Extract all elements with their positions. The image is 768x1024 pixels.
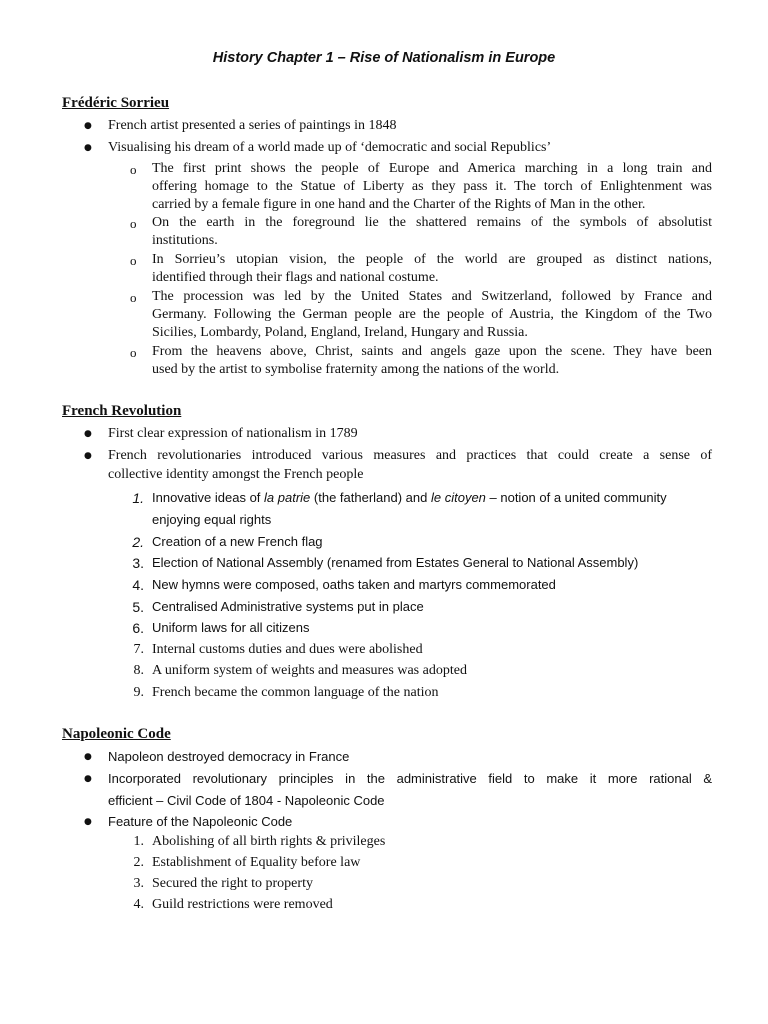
sub-item-line: offering homage to the Statue of Liberty as they pass it. The torch of Enlightenment was	[152, 179, 712, 194]
list-number: 5.	[132, 599, 144, 615]
bullet-icon: ●	[84, 429, 92, 439]
numbered-item: Establishment of Equality before law	[152, 855, 361, 870]
italic-term: la patrie	[264, 490, 311, 505]
list-number: 4.	[132, 577, 144, 593]
page-title: History Chapter 1 – Rise of Nationalism in Europe	[212, 50, 556, 66]
sub-item-line: The first print shows the people of Europe and America marching in a long train and	[152, 161, 712, 176]
list-number: 2.	[133, 855, 144, 870]
numbered-item: Internal customs duties and dues were abolished	[152, 642, 423, 657]
list-item: Feature of the Napoleonic Code	[108, 814, 293, 829]
list-item: First clear expression of nationalism in 1789	[108, 426, 358, 441]
numbered-item: Uniform laws for all citizens	[152, 620, 310, 635]
list-number: 4.	[133, 897, 144, 912]
numbered-item: Secured the right to property	[152, 876, 313, 891]
italic-term: le citoyen	[430, 490, 486, 505]
bullet-icon: ●	[84, 817, 92, 827]
list-item-line: French revolutionaries introduced various measures and practices that could create a sense of	[108, 448, 712, 463]
numbered-item: French became the common language of the nation	[152, 685, 439, 700]
list-item: Napoleon destroyed democracy in France	[108, 749, 350, 764]
list-number: 1.	[133, 834, 144, 849]
list-number: 1.	[132, 490, 144, 506]
list-number: 3.	[132, 555, 144, 571]
list-item: French artist presented a series of paintings in 1848	[108, 118, 397, 133]
list-number: 8.	[133, 663, 144, 678]
heading-napoleonic-code: Napoleonic Code	[62, 726, 171, 742]
list-number: 6.	[132, 620, 144, 636]
numbered-item: Election of National Assembly (renamed from Estates General to National Assembly)	[152, 555, 639, 570]
list-number: 7.	[133, 642, 144, 657]
list-number: 2.	[132, 534, 144, 550]
list-item: Visualising his dream of a world made up of ‘democratic and social Republics’	[108, 140, 552, 155]
circle-bullet-icon: o	[130, 162, 137, 177]
list-item-line: collective identity amongst the French people	[108, 467, 364, 482]
heading-frederic-sorrieu: Frédéric Sorrieu	[62, 95, 170, 111]
bullet-icon: ●	[84, 143, 92, 153]
list-item-line: Incorporated revolutionary principles in the administrative field to make it more rational &	[108, 771, 712, 786]
sub-item-line: On the earth in the foreground lie the shattered remains of the symbols of absolutist	[152, 215, 712, 230]
circle-bullet-icon: o	[130, 290, 137, 305]
numbered-item: Abolishing of all birth rights & privileges	[152, 834, 386, 849]
sub-item-line: carried by a female figure in one hand and the Charter of the Rights of Man in the other.	[152, 197, 646, 212]
heading-french-revolution: French Revolution	[62, 403, 182, 419]
numbered-item-line: enjoying equal rights	[152, 512, 272, 527]
numbered-item: Centralised Administrative systems put in place	[152, 599, 424, 614]
numbered-item	[152, 489, 712, 507]
bullet-icon: ●	[84, 752, 92, 762]
sub-item-line: In Sorrieu’s utopian vision, the people of the world are grouped as distinct nations,	[152, 252, 712, 267]
circle-bullet-icon: o	[130, 216, 137, 231]
bullet-icon: ●	[84, 121, 92, 131]
bullet-icon: ●	[84, 451, 92, 461]
bullet-icon: ●	[84, 774, 92, 784]
sub-item-line: used by the artist to symbolise fraternity among the nations of the world.	[152, 362, 560, 377]
list-number: 3.	[133, 876, 144, 891]
item-text: – notion of a united community	[485, 490, 667, 505]
sub-item-line: identified through their flags and national costume.	[152, 270, 439, 285]
list-number: 9.	[133, 685, 144, 700]
numbered-item: A uniform system of weights and measures was adopted	[152, 663, 467, 678]
numbered-item: Creation of a new French flag	[152, 534, 323, 549]
sub-item-line: institutions.	[152, 233, 218, 248]
list-item-line: efficient – Civil Code of 1804 - Napoleonic Code	[108, 793, 385, 808]
circle-bullet-icon: o	[130, 345, 137, 360]
circle-bullet-icon: o	[130, 253, 137, 268]
numbered-item: New hymns were composed, oaths taken and martyrs commemorated	[152, 577, 556, 592]
item-text: Innovative ideas of	[152, 490, 265, 505]
sub-item-line: Germany. Following the German people are the people of Austria, the Kingdom of the Two	[152, 307, 712, 322]
item-text: (the fatherland) and	[310, 490, 431, 505]
sub-item-line: Sicilies, Lombardy, Poland, England, Ireland, Hungary and Russia.	[152, 325, 528, 340]
sub-item-line: The procession was led by the United States and Switzerland, followed by France and	[152, 289, 712, 304]
numbered-item: Guild restrictions were removed	[152, 897, 333, 912]
sub-item-line: From the heavens above, Christ, saints and angels gaze upon the scene. They have been	[152, 344, 712, 359]
